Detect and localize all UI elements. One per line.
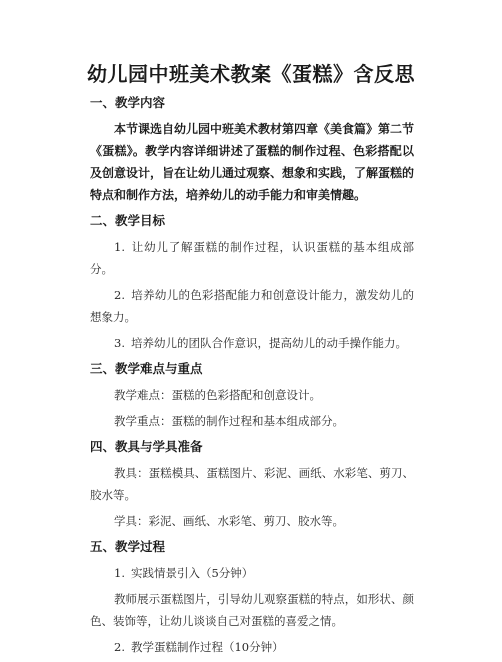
goal-text: 培养幼儿的团队合作意识，提高幼儿的动手操作能力。 bbox=[130, 336, 407, 350]
section-heading-teaching-content: 一、教学内容 bbox=[90, 95, 166, 110]
document-body bbox=[90, 92, 414, 662]
teaching-content-paragraph: 本节课选自幼儿园中班美术教材第四章《美食篇》第二节《蛋糕》。教学内容详细讲述了蛋糕的制作过程、色彩搭配以及创意设计，旨在让幼儿通过观察、想象和实践，了解蛋糕的特点和制作方法，培养幼儿的动手能力和审美情趣。 bbox=[90, 122, 415, 202]
step-number: 2. bbox=[114, 640, 125, 654]
goal-item bbox=[90, 332, 414, 354]
teacher-materials: 教具：蛋糕模具、蛋糕图片、彩泥、画纸、水彩笔、剪刀、胶水等。 bbox=[90, 466, 414, 502]
step-title: 教学蛋糕制作过程（10分钟） bbox=[130, 640, 284, 654]
process-step bbox=[90, 636, 414, 658]
section-heading-difficulties: 三、教学难点与重点 bbox=[90, 361, 203, 376]
goal-number: 1. bbox=[114, 240, 125, 254]
teaching-focus: 教学重点：蛋糕的制作过程和基本组成部分。 bbox=[114, 414, 344, 428]
process-step-body: 教师展示蛋糕图片，引导幼儿观察蛋糕的特点，如形状、颜色、装饰等，让幼儿谈谈自己对蛋糕的喜爱之情。 bbox=[90, 592, 414, 628]
goal-item bbox=[90, 236, 414, 280]
section-heading-teaching-goals: 二、教学目标 bbox=[90, 213, 166, 228]
document-title: 幼儿园中班美术教案《蛋糕》含反思 bbox=[87, 62, 415, 86]
goal-number: 3. bbox=[114, 336, 125, 350]
section-heading-materials: 四、教具与学具准备 bbox=[90, 439, 203, 454]
teaching-difficulty: 教学难点：蛋糕的色彩搭配和创意设计。 bbox=[114, 388, 321, 402]
process-step bbox=[90, 562, 414, 584]
goal-text: 培养幼儿的色彩搭配能力和创意设计能力，激发幼儿的想象力。 bbox=[90, 288, 414, 324]
goal-number: 2. bbox=[114, 288, 125, 302]
step-number: 1. bbox=[114, 566, 125, 580]
section-heading-teaching-process: 五、教学过程 bbox=[90, 539, 166, 554]
goal-text: 让幼儿了解蛋糕的制作过程，认识蛋糕的基本组成部分。 bbox=[90, 240, 414, 276]
student-materials: 学具：彩泥、画纸、水彩笔、剪刀、胶水等。 bbox=[114, 514, 344, 528]
goal-item bbox=[90, 284, 414, 328]
step-title: 实践情景引入（5分钟） bbox=[130, 566, 254, 580]
